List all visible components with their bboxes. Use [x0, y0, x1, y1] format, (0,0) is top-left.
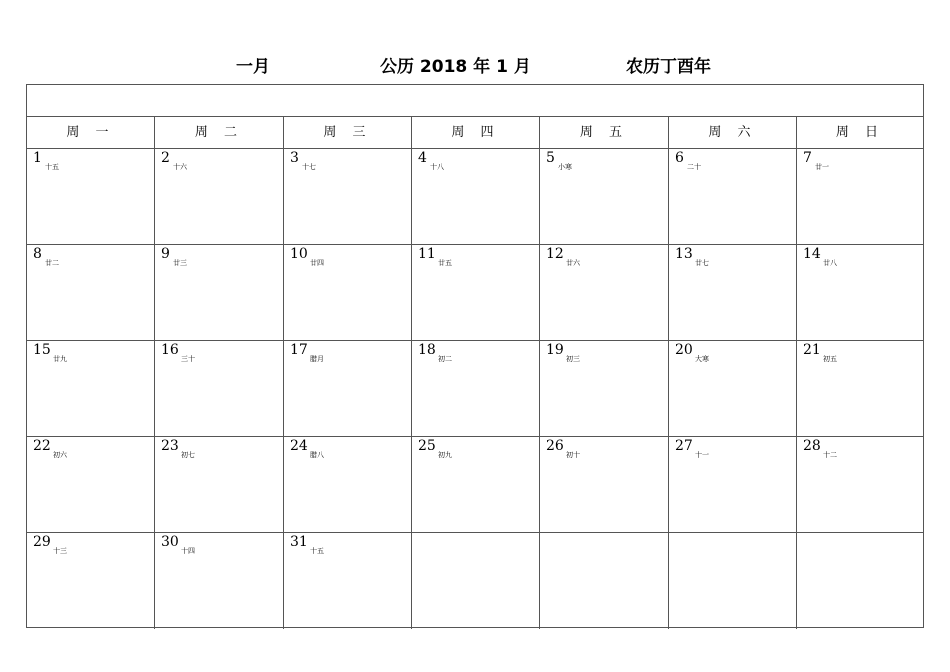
lunar-date: 廿一 [815, 163, 829, 171]
lunar-date: 大寒 [695, 355, 709, 363]
lunar-date: 十二 [823, 451, 837, 459]
weekday-header-cell: 周 五 [540, 117, 669, 148]
weekday-header-cell: 周 二 [155, 117, 284, 148]
day-cell [412, 341, 540, 437]
day-number: 31 [290, 534, 308, 550]
week-row [27, 245, 923, 341]
lunar-date: 廿二 [45, 259, 59, 267]
day-cell [284, 437, 412, 533]
day-number: 19 [546, 342, 564, 358]
day-number: 28 [803, 438, 821, 454]
day-cell [540, 341, 669, 437]
day-number: 30 [161, 534, 179, 550]
day-cell [669, 245, 797, 341]
day-number: 7 [803, 150, 812, 166]
weekday-header-cell: 周 三 [284, 117, 412, 148]
lunar-date: 初五 [823, 355, 837, 363]
day-number: 9 [161, 246, 170, 262]
day-cell [155, 245, 284, 341]
lunar-date: 初七 [181, 451, 195, 459]
day-cell [669, 437, 797, 533]
week-row [27, 149, 923, 245]
day-number: 3 [290, 150, 299, 166]
weekday-header-cell: 周 四 [412, 117, 540, 148]
day-number: 13 [675, 246, 693, 262]
day-cell [27, 437, 155, 533]
lunar-date: 十七 [302, 163, 316, 171]
weekday-header-cell: 周 六 [669, 117, 797, 148]
day-cell [797, 341, 923, 437]
day-number: 12 [546, 246, 564, 262]
day-cell [284, 149, 412, 245]
lunar-date: 初十 [566, 451, 580, 459]
day-cell [669, 341, 797, 437]
lunar-date: 初六 [53, 451, 67, 459]
lunar-date: 三十 [181, 355, 195, 363]
lunar-date: 十一 [695, 451, 709, 459]
lunar-date: 十六 [173, 163, 187, 171]
day-number: 27 [675, 438, 693, 454]
lunar-date: 十五 [45, 163, 59, 171]
day-cell [797, 533, 923, 629]
day-cell [27, 149, 155, 245]
lunar-date: 廿六 [566, 259, 580, 267]
day-cell [27, 341, 155, 437]
day-number: 23 [161, 438, 179, 454]
day-cell [155, 437, 284, 533]
lunar-date: 二十 [687, 163, 701, 171]
day-cell [412, 245, 540, 341]
gregorian-title: 公历 2018 年 1 月 [380, 57, 531, 77]
day-cell [540, 149, 669, 245]
day-number: 16 [161, 342, 179, 358]
day-number: 26 [546, 438, 564, 454]
day-cell [797, 245, 923, 341]
weekday-header-row [27, 117, 923, 149]
day-cell [284, 533, 412, 629]
day-cell [412, 533, 540, 629]
lunar-date: 廿五 [438, 259, 452, 267]
lunar-date: 廿九 [53, 355, 67, 363]
calendar-table [26, 84, 924, 628]
day-cell [669, 149, 797, 245]
day-cell [797, 437, 923, 533]
month-title: 一月 [236, 57, 270, 77]
day-number: 24 [290, 438, 308, 454]
lunar-date: 廿三 [173, 259, 187, 267]
lunar-date: 初二 [438, 355, 452, 363]
day-cell [669, 533, 797, 629]
lunar-date: 小寒 [558, 163, 572, 171]
day-cell [155, 149, 284, 245]
blank-top-row [27, 85, 923, 117]
day-number: 11 [418, 246, 436, 262]
day-number: 1 [33, 150, 42, 166]
day-cell [284, 245, 412, 341]
lunar-date: 廿七 [695, 259, 709, 267]
day-number: 29 [33, 534, 51, 550]
day-number: 25 [418, 438, 436, 454]
day-cell [27, 533, 155, 629]
day-number: 22 [33, 438, 51, 454]
day-cell [284, 341, 412, 437]
lunar-date: 廿八 [823, 259, 837, 267]
calendar-header [0, 52, 950, 80]
day-number: 14 [803, 246, 821, 262]
lunar-date: 十四 [181, 547, 195, 555]
lunar-date: 腊八 [310, 451, 324, 459]
day-cell [155, 341, 284, 437]
week-row [27, 341, 923, 437]
day-cell [540, 245, 669, 341]
day-number: 17 [290, 342, 308, 358]
day-cell [155, 533, 284, 629]
day-number: 8 [33, 246, 42, 262]
day-cell [540, 533, 669, 629]
day-number: 2 [161, 150, 170, 166]
day-number: 6 [675, 150, 684, 166]
day-number: 10 [290, 246, 308, 262]
day-cell [412, 149, 540, 245]
day-number: 5 [546, 150, 555, 166]
day-cell [540, 437, 669, 533]
lunar-year-title: 农历丁酉年 [626, 57, 711, 77]
week-row [27, 437, 923, 533]
day-cell [797, 149, 923, 245]
week-row [27, 533, 923, 629]
lunar-date: 初九 [438, 451, 452, 459]
day-number: 15 [33, 342, 51, 358]
lunar-date: 十八 [430, 163, 444, 171]
lunar-date: 十三 [53, 547, 67, 555]
day-number: 20 [675, 342, 693, 358]
day-number: 21 [803, 342, 821, 358]
weekday-header-cell: 周 一 [27, 117, 155, 148]
calendar-grid [27, 149, 923, 629]
weekday-header-cell: 周 日 [835, 125, 885, 140]
day-number: 18 [418, 342, 436, 358]
lunar-date: 腊月 [310, 355, 324, 363]
day-cell [412, 437, 540, 533]
lunar-date: 廿四 [310, 259, 324, 267]
lunar-date: 十五 [310, 547, 324, 555]
day-number: 4 [418, 150, 427, 166]
lunar-date: 初三 [566, 355, 580, 363]
day-cell [27, 245, 155, 341]
